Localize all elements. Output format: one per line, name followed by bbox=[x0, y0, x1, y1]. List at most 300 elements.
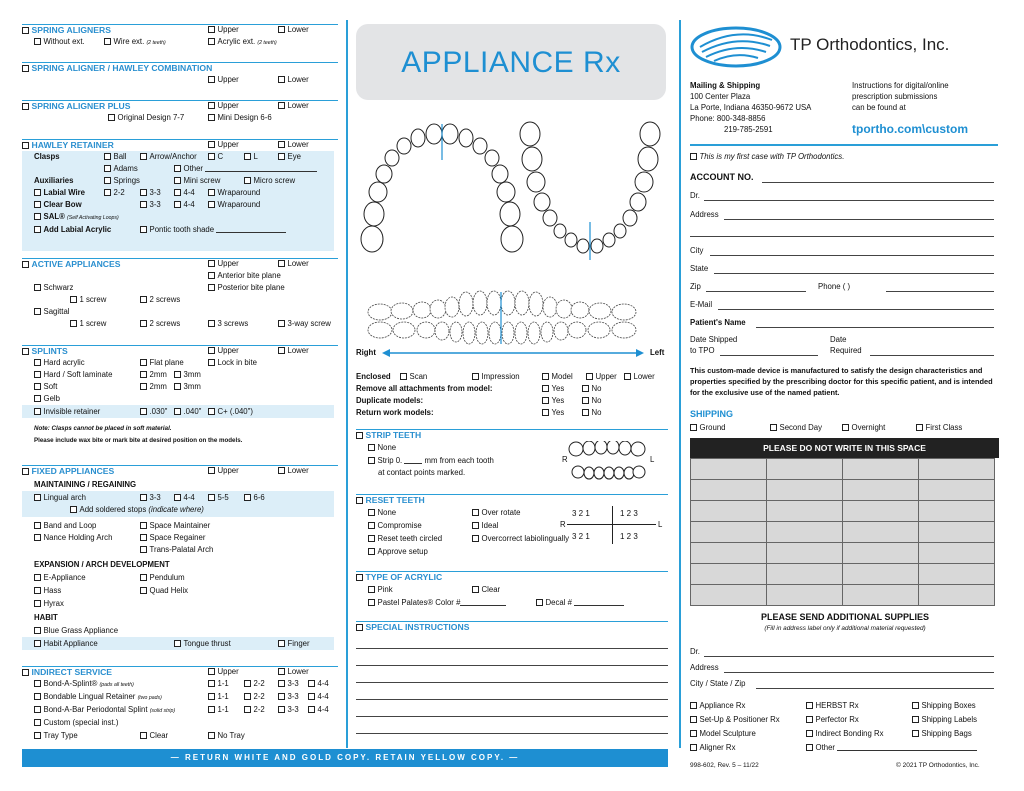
checkbox[interactable] bbox=[34, 534, 41, 541]
option-label: 1-1 bbox=[217, 705, 229, 714]
checkbox[interactable] bbox=[140, 371, 147, 378]
option-label: Invisible retainer bbox=[43, 407, 101, 416]
account-label: ACCOUNT NO. bbox=[690, 172, 754, 182]
upper-label: Upper bbox=[217, 75, 239, 84]
checkbox[interactable] bbox=[278, 141, 285, 148]
checkbox[interactable] bbox=[104, 177, 111, 184]
checkbox[interactable] bbox=[70, 320, 77, 327]
supply-option: Set-Up & Positioner Rx bbox=[699, 715, 780, 724]
option-label: 4-4 bbox=[183, 493, 195, 502]
checkbox[interactable] bbox=[278, 76, 285, 83]
checkbox[interactable] bbox=[368, 457, 375, 464]
checkbox[interactable] bbox=[356, 432, 363, 439]
option-label: Hard acrylic bbox=[43, 358, 85, 367]
checkbox[interactable] bbox=[244, 680, 251, 687]
hawley-options-panel bbox=[22, 151, 334, 251]
option-label: Space Maintainer bbox=[149, 521, 211, 530]
springs-label: Springs bbox=[113, 176, 140, 185]
section-strip-teeth bbox=[356, 429, 668, 477]
section-indirect-service bbox=[22, 666, 338, 740]
checkbox[interactable] bbox=[34, 706, 41, 713]
checkbox[interactable] bbox=[912, 730, 919, 737]
checkbox[interactable] bbox=[208, 706, 215, 713]
checkbox[interactable] bbox=[542, 409, 549, 416]
subsection-title: MAINTAINING / REGAINING bbox=[34, 480, 137, 489]
section-splints bbox=[22, 345, 338, 444]
other-field[interactable] bbox=[205, 171, 317, 172]
strip-amount-field[interactable] bbox=[404, 463, 422, 464]
tooth-numbers: 1 2 3 bbox=[620, 509, 638, 518]
first-case-checkbox[interactable] bbox=[690, 153, 697, 160]
checkbox[interactable] bbox=[770, 424, 777, 431]
checkbox[interactable] bbox=[208, 272, 215, 279]
checkbox[interactable] bbox=[916, 424, 923, 431]
checkbox[interactable] bbox=[278, 102, 285, 109]
option-label: Clear bbox=[481, 585, 501, 594]
supplies-city-label: City / State / Zip bbox=[690, 679, 746, 688]
checkbox[interactable] bbox=[70, 296, 77, 303]
checkbox[interactable] bbox=[208, 693, 215, 700]
checkbox[interactable] bbox=[208, 201, 215, 208]
checkbox[interactable] bbox=[208, 408, 215, 415]
checkbox[interactable] bbox=[22, 142, 29, 149]
checkbox[interactable] bbox=[208, 26, 215, 33]
option-label: None bbox=[377, 443, 397, 452]
address-line: 100 Center Plaza bbox=[690, 92, 751, 101]
option-label: 3 screws bbox=[217, 319, 249, 328]
checkbox[interactable] bbox=[34, 719, 41, 726]
auxiliaries-label: Auxiliaries bbox=[34, 176, 74, 185]
checkbox[interactable] bbox=[34, 408, 41, 415]
address-line: La Porte, Indiana 46350-9672 USA bbox=[690, 103, 812, 112]
checkbox[interactable] bbox=[278, 320, 285, 327]
option-label: 2 screws bbox=[149, 295, 181, 304]
checkbox[interactable] bbox=[208, 38, 215, 45]
address-field-2[interactable] bbox=[690, 236, 994, 237]
option-label: Band and Loop bbox=[43, 521, 97, 530]
checkbox[interactable] bbox=[140, 226, 147, 233]
checkbox[interactable] bbox=[208, 467, 215, 474]
checkbox[interactable] bbox=[368, 444, 375, 451]
checkbox[interactable] bbox=[108, 114, 115, 121]
option-label: Add soldered stops bbox=[79, 505, 147, 514]
option-label: Custom (special inst.) bbox=[43, 718, 119, 727]
option-label: Pink bbox=[377, 585, 393, 594]
option-label: Lock in bite bbox=[217, 358, 257, 367]
occlusion-diagram-icon bbox=[368, 291, 636, 344]
checkbox[interactable] bbox=[34, 680, 41, 687]
checkbox[interactable] bbox=[208, 260, 215, 267]
checkbox[interactable] bbox=[34, 371, 41, 378]
section-spring-plus bbox=[22, 100, 338, 122]
checkbox[interactable] bbox=[174, 177, 181, 184]
phone-line: Phone: 800-348-8856 bbox=[690, 114, 766, 123]
supply-option: Shipping Boxes bbox=[921, 701, 976, 710]
checkbox[interactable] bbox=[368, 599, 375, 606]
patient-field[interactable] bbox=[756, 327, 994, 328]
checkbox[interactable] bbox=[806, 744, 813, 751]
checkbox[interactable] bbox=[140, 546, 147, 553]
section-title: ACTIVE APPLIANCES bbox=[31, 259, 121, 269]
checkbox[interactable] bbox=[690, 702, 697, 709]
checkbox[interactable] bbox=[244, 153, 251, 160]
checkbox[interactable] bbox=[472, 373, 479, 380]
checkbox[interactable] bbox=[34, 494, 41, 501]
l-label: L bbox=[253, 152, 258, 161]
checkbox[interactable] bbox=[174, 371, 181, 378]
checkbox[interactable] bbox=[140, 320, 147, 327]
checkbox[interactable] bbox=[690, 744, 697, 751]
checkbox[interactable] bbox=[542, 397, 549, 404]
dr-label: Dr. bbox=[690, 191, 700, 200]
dr-field[interactable] bbox=[704, 200, 994, 201]
checkbox[interactable] bbox=[34, 640, 41, 647]
instruction-line[interactable] bbox=[356, 665, 668, 666]
checkbox[interactable] bbox=[278, 668, 285, 675]
checkbox[interactable] bbox=[368, 548, 375, 555]
checkbox[interactable] bbox=[806, 730, 813, 737]
checkbox[interactable] bbox=[140, 534, 147, 541]
checkbox[interactable] bbox=[208, 732, 215, 739]
checkbox[interactable] bbox=[34, 359, 41, 366]
checkbox[interactable] bbox=[368, 522, 375, 529]
checkbox[interactable] bbox=[140, 153, 147, 160]
checkbox[interactable] bbox=[472, 509, 479, 516]
checkbox[interactable] bbox=[278, 680, 285, 687]
shipping-title: SHIPPING bbox=[690, 409, 734, 419]
checkbox[interactable] bbox=[208, 284, 215, 291]
right-label: Right bbox=[356, 348, 376, 357]
checkbox[interactable] bbox=[472, 522, 479, 529]
section-spring-aligners bbox=[22, 24, 338, 46]
section-title: HAWLEY RETAINER bbox=[31, 140, 114, 150]
supplies-note: (Fill in address label only if additional material requested) bbox=[764, 625, 926, 632]
checkbox[interactable] bbox=[244, 494, 251, 501]
decal-field[interactable] bbox=[574, 605, 624, 606]
instruction-line[interactable] bbox=[356, 699, 668, 700]
shipping-option: Overnight bbox=[851, 423, 886, 432]
checkbox[interactable] bbox=[34, 693, 41, 700]
upper-label: Upper bbox=[217, 101, 239, 110]
option-label: Scan bbox=[409, 372, 428, 381]
supply-option: Other bbox=[815, 743, 835, 752]
column-divider-left bbox=[346, 20, 348, 748]
checkbox[interactable] bbox=[208, 680, 215, 687]
checkbox[interactable] bbox=[690, 716, 697, 723]
checkbox[interactable] bbox=[34, 522, 41, 529]
checkbox[interactable] bbox=[22, 103, 29, 110]
instruction-line[interactable] bbox=[356, 682, 668, 683]
checkbox[interactable] bbox=[208, 189, 215, 196]
option-label: C+ (.040") bbox=[217, 407, 253, 416]
checkbox[interactable] bbox=[34, 38, 41, 45]
option-label: Anterior bite plane bbox=[217, 271, 281, 280]
checkbox[interactable] bbox=[174, 640, 181, 647]
checkbox[interactable] bbox=[174, 165, 181, 172]
upper-label: Upper bbox=[217, 346, 239, 355]
option-label: Approve setup bbox=[377, 547, 428, 556]
section-title: FIXED APPLIANCES bbox=[31, 466, 115, 476]
checkbox[interactable] bbox=[174, 408, 181, 415]
phone-field[interactable] bbox=[886, 291, 994, 292]
checkbox[interactable] bbox=[278, 640, 285, 647]
email-label: E-Mail bbox=[690, 300, 713, 309]
checkbox[interactable] bbox=[34, 226, 41, 233]
checkbox[interactable] bbox=[34, 587, 41, 594]
checkbox[interactable] bbox=[208, 494, 215, 501]
checkbox[interactable] bbox=[140, 201, 147, 208]
splints-note: Note: Clasps cannot be placed in soft material. bbox=[34, 425, 172, 432]
without-ext-label: Without ext. bbox=[43, 37, 85, 46]
section-hawley-retainer bbox=[22, 139, 338, 234]
copyright: © 2021 TP Orthodontics, Inc. bbox=[896, 762, 980, 769]
checkbox[interactable] bbox=[104, 165, 111, 172]
checkbox[interactable] bbox=[174, 189, 181, 196]
option-label: 4-4 bbox=[317, 679, 329, 688]
acrylic-ext-label: Acrylic ext. bbox=[217, 37, 256, 46]
option-label: Finger bbox=[287, 639, 310, 648]
checkbox[interactable] bbox=[34, 189, 41, 196]
checkbox[interactable] bbox=[278, 693, 285, 700]
option-label: 3mm bbox=[183, 370, 201, 379]
checkbox[interactable] bbox=[308, 680, 315, 687]
other-label: Other bbox=[183, 164, 203, 173]
checkbox[interactable] bbox=[140, 383, 147, 390]
checkbox[interactable] bbox=[208, 76, 215, 83]
checkbox[interactable] bbox=[244, 177, 251, 184]
option-label: No Tray bbox=[217, 731, 245, 740]
eye-label: Eye bbox=[287, 152, 301, 161]
checkbox[interactable] bbox=[140, 574, 147, 581]
note: (two pads) bbox=[137, 695, 162, 701]
checkbox[interactable] bbox=[34, 574, 41, 581]
option-label: Compromise bbox=[377, 521, 422, 530]
checkbox[interactable] bbox=[690, 424, 697, 431]
checkbox[interactable] bbox=[174, 201, 181, 208]
lower-label: Lower bbox=[287, 25, 309, 34]
instruction-line[interactable] bbox=[356, 716, 668, 717]
option-label: Hass bbox=[43, 586, 62, 595]
checkbox[interactable] bbox=[104, 38, 111, 45]
checkbox[interactable] bbox=[356, 574, 363, 581]
micro-screw-label: Micro screw bbox=[253, 176, 296, 185]
checkbox[interactable] bbox=[208, 347, 215, 354]
checkbox[interactable] bbox=[34, 383, 41, 390]
checkbox[interactable] bbox=[140, 522, 147, 529]
checkbox[interactable] bbox=[278, 467, 285, 474]
checkbox[interactable] bbox=[244, 706, 251, 713]
checkbox[interactable] bbox=[104, 153, 111, 160]
checkbox[interactable] bbox=[208, 114, 215, 121]
checkbox[interactable] bbox=[542, 373, 549, 380]
checkbox[interactable] bbox=[586, 373, 593, 380]
instructions-line: can be found at bbox=[852, 103, 906, 112]
spring-aligners-checkbox[interactable] bbox=[22, 27, 29, 34]
quadrant-line-vertical bbox=[612, 506, 613, 544]
checkbox[interactable] bbox=[582, 385, 589, 392]
yes-label: Yes bbox=[551, 396, 565, 405]
supplies-city-field[interactable] bbox=[756, 688, 994, 689]
checkbox[interactable] bbox=[22, 261, 29, 268]
checkbox[interactable] bbox=[34, 284, 41, 291]
email-field[interactable] bbox=[718, 309, 994, 310]
checkbox[interactable] bbox=[104, 189, 111, 196]
checkbox[interactable] bbox=[308, 693, 315, 700]
checkbox[interactable] bbox=[472, 586, 479, 593]
checkbox[interactable] bbox=[22, 468, 29, 475]
checkbox[interactable] bbox=[208, 102, 215, 109]
checkbox[interactable] bbox=[308, 706, 315, 713]
checkbox[interactable] bbox=[278, 153, 285, 160]
checkbox[interactable] bbox=[34, 395, 41, 402]
section-title: TYPE OF ACRYLIC bbox=[365, 572, 443, 582]
right-left-arrow-icon bbox=[382, 348, 644, 358]
checkbox[interactable] bbox=[690, 730, 697, 737]
checkbox[interactable] bbox=[368, 586, 375, 593]
strip-teeth-diagram-icon bbox=[568, 441, 650, 481]
address-field[interactable] bbox=[724, 219, 994, 220]
zip-field[interactable] bbox=[706, 291, 806, 292]
note: (solid strip) bbox=[149, 708, 176, 714]
checkbox[interactable] bbox=[208, 320, 215, 327]
supplies-dr-label: Dr. bbox=[690, 647, 700, 656]
option-label: Space Regainer bbox=[149, 533, 206, 542]
no-label: No bbox=[591, 408, 602, 417]
checkbox[interactable] bbox=[472, 535, 479, 542]
checkbox[interactable] bbox=[140, 587, 147, 594]
labial-wire-label: Labial Wire bbox=[43, 188, 86, 197]
checkbox[interactable] bbox=[356, 497, 363, 504]
option-label: 2-2 bbox=[253, 692, 265, 701]
checkbox[interactable] bbox=[356, 624, 363, 631]
option-label: 6-6 bbox=[253, 493, 265, 502]
color-field[interactable] bbox=[460, 605, 506, 606]
option-label: 2mm bbox=[149, 370, 167, 379]
checkbox[interactable] bbox=[208, 359, 215, 366]
checkbox[interactable] bbox=[582, 397, 589, 404]
date-shipped-field[interactable] bbox=[720, 355, 818, 356]
ball-label: Ball bbox=[113, 152, 127, 161]
color-label: Color # bbox=[435, 598, 461, 607]
checkbox[interactable] bbox=[912, 702, 919, 709]
mailing-title: Mailing & Shipping bbox=[690, 81, 761, 90]
option-label: Clear bbox=[149, 731, 169, 740]
note: (indicate where) bbox=[148, 505, 204, 514]
date-required-field[interactable] bbox=[870, 355, 994, 356]
supplies-dr-field[interactable] bbox=[704, 656, 994, 657]
section-spring-hawley bbox=[22, 62, 338, 84]
checkbox[interactable] bbox=[208, 153, 215, 160]
checkbox[interactable] bbox=[806, 716, 813, 723]
checkbox[interactable] bbox=[842, 424, 849, 431]
checkbox[interactable] bbox=[278, 260, 285, 267]
section-fixed-appliances bbox=[22, 465, 338, 648]
checkbox[interactable] bbox=[542, 385, 549, 392]
checkbox[interactable] bbox=[208, 668, 215, 675]
invisible-retainer-panel bbox=[22, 405, 334, 418]
checkbox[interactable] bbox=[70, 506, 77, 513]
checkbox[interactable] bbox=[244, 693, 251, 700]
checkbox[interactable] bbox=[624, 373, 631, 380]
checkbox[interactable] bbox=[582, 409, 589, 416]
checkbox[interactable] bbox=[536, 599, 543, 606]
checkbox[interactable] bbox=[34, 627, 41, 634]
duplicate-models-label: Duplicate models: bbox=[356, 396, 424, 405]
city-field[interactable] bbox=[710, 255, 994, 256]
checkbox[interactable] bbox=[34, 308, 41, 315]
instruction-line[interactable] bbox=[356, 648, 668, 649]
account-field[interactable] bbox=[762, 182, 994, 183]
checkbox[interactable] bbox=[34, 600, 41, 607]
form-number: 998-602, Rev. 5 – 11/22 bbox=[690, 762, 759, 769]
checkbox[interactable] bbox=[34, 213, 41, 220]
checkbox[interactable] bbox=[140, 296, 147, 303]
city-label: City bbox=[690, 246, 704, 255]
pontic-field[interactable] bbox=[216, 232, 286, 233]
checkbox[interactable] bbox=[22, 669, 29, 676]
checkbox[interactable] bbox=[140, 494, 147, 501]
checkbox[interactable] bbox=[806, 702, 813, 709]
checkbox[interactable] bbox=[174, 383, 181, 390]
checkbox[interactable] bbox=[368, 535, 375, 542]
checkbox[interactable] bbox=[22, 348, 29, 355]
lower-label: Lower bbox=[287, 140, 309, 149]
option-label: Tongue thrust bbox=[183, 639, 231, 648]
checkbox[interactable] bbox=[400, 373, 407, 380]
lower-label: Lower bbox=[287, 101, 309, 110]
column-divider-right bbox=[679, 20, 681, 748]
zip-label: Zip bbox=[690, 282, 701, 291]
instruction-line[interactable] bbox=[356, 733, 668, 734]
yes-label: Yes bbox=[551, 408, 565, 417]
supply-option: Shipping Bags bbox=[921, 729, 972, 738]
section-active-appliances bbox=[22, 258, 338, 328]
checkbox[interactable] bbox=[140, 732, 147, 739]
option-label: Blue Grass Appliance bbox=[43, 626, 119, 635]
checkbox[interactable] bbox=[174, 494, 181, 501]
checkbox[interactable] bbox=[368, 509, 375, 516]
checkbox[interactable] bbox=[278, 347, 285, 354]
other-supply-field[interactable] bbox=[837, 750, 977, 751]
supply-option: Model Sculpture bbox=[699, 729, 756, 738]
option-label: Quad Helix bbox=[149, 586, 189, 595]
option-label: 3-3 bbox=[149, 188, 161, 197]
checkbox[interactable] bbox=[278, 26, 285, 33]
option-label: Tray Type bbox=[43, 731, 78, 740]
phone-label: Phone ( ) bbox=[818, 282, 851, 291]
option-label: 1-1 bbox=[217, 679, 229, 688]
option-label: None bbox=[377, 508, 397, 517]
checkbox[interactable] bbox=[34, 732, 41, 739]
state-label: State bbox=[690, 264, 709, 273]
checkbox[interactable] bbox=[140, 359, 147, 366]
checkbox[interactable] bbox=[140, 408, 147, 415]
custom-url-link[interactable]: tportho.com\custom bbox=[852, 122, 968, 136]
strip-label: at contact points marked. bbox=[378, 468, 466, 477]
checkbox[interactable] bbox=[22, 65, 29, 72]
option-label: Hyrax bbox=[43, 599, 64, 608]
checkbox[interactable] bbox=[140, 189, 147, 196]
tooth-numbers: 1 2 3 bbox=[620, 532, 638, 541]
checkbox[interactable] bbox=[912, 716, 919, 723]
option-label: Nance Holding Arch bbox=[43, 533, 113, 542]
state-field[interactable] bbox=[714, 273, 994, 274]
checkbox[interactable] bbox=[278, 706, 285, 713]
option-label: Bond-A-Bar Periodontal Splint bbox=[43, 705, 148, 714]
checkbox[interactable] bbox=[208, 141, 215, 148]
checkbox[interactable] bbox=[34, 201, 41, 208]
supplies-address-field[interactable] bbox=[724, 672, 994, 673]
